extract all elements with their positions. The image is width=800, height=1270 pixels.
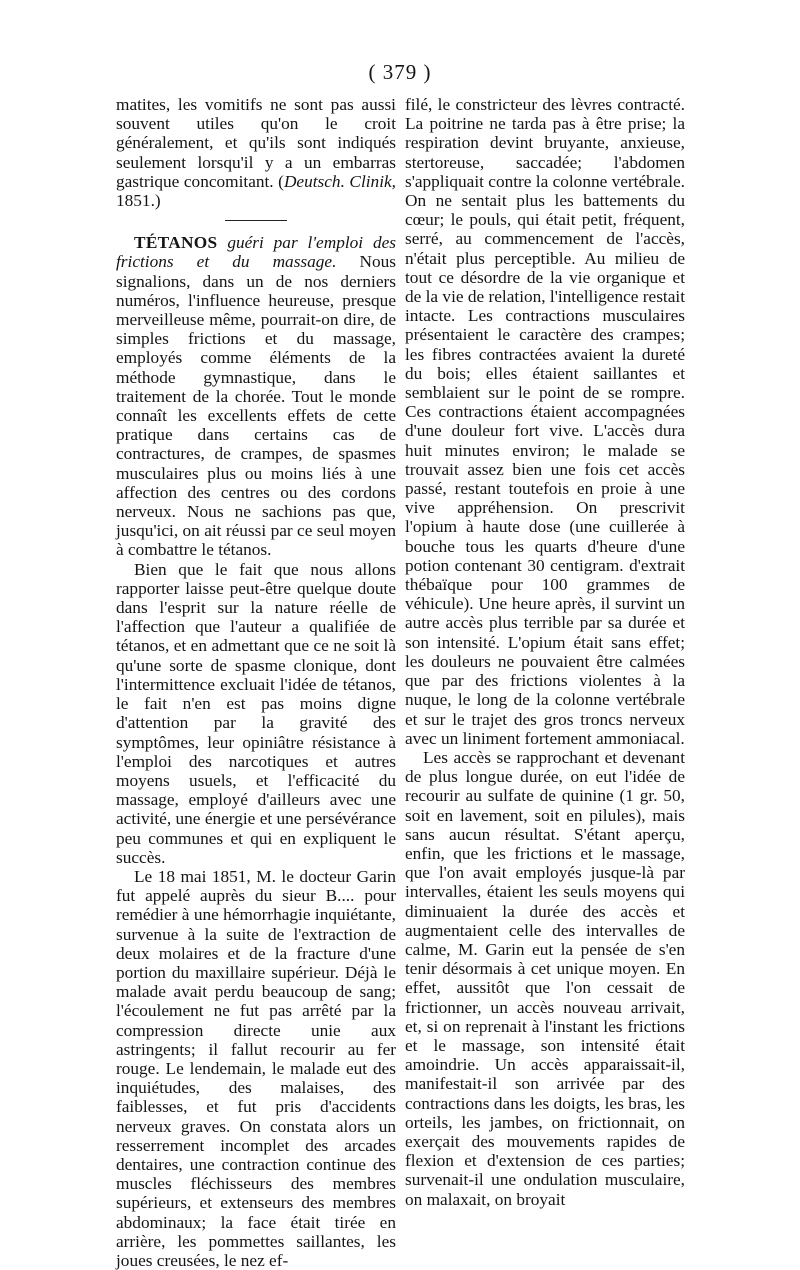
right-column <box>405 95 685 1209</box>
paragraph-tetanos-intro <box>116 233 396 559</box>
source-year: 1851.) <box>116 191 161 211</box>
section-divider <box>225 220 287 221</box>
paragraph-symptoms: filé, le constricteur des lèvres contracté. La poitrine ne tarda pas à être prise; la respiration devint bruyante, anxieuse, stertoreuse, saccadée; l'abdomen s'appliquait contre la colonne vertébrale. On ne sentait plus les battements du cœur; le pouls, qui était petit, fréquent, serré, au commencement de l'accès, n'était plus perceptible. Au milieu de tout ce désordre de la vie organique et de la vie de relation, l'intelligence restait intacte. Les contractions musculaires présentaient le caractère des crampes; les fibres contractées avaient la dureté du bois; elles étaient saillantes et semblaient sur le point de se rompre. Ces contractions étaient accompagnées d'une douleur fort vive. L'accès dura huit minutes environ; le malade se trouvait assez bien une fois cet accès passé, restant toutefois en proie à une vive appréhension. On prescrivit l'opium à haute dose (une cuillerée à bouche tous les quarts d'heure d'une potion contenant 30 centigram. d'extrait thébaïque pour 100 grammes de véhicule). Une heure après, il survint un autre accès plus terrible par sa durée et son intensité. L'opium était sans effet; les douleurs ne pouvaient être calmées que par des frictions violentes à la nuque, le long de la colonne vertébrale et sur le trajet des gros troncs nerveux avec un liniment fortement ammoniacal. <box>405 95 685 748</box>
paragraph-treatment: Les accès se rapprochant et devenant de plus longue durée, on eut l'idée de recourir au sulfate de quinine (1 gr. 50, soit en lavement, soit en pilules), mais sans aucun résultat. S'étant aperçu, enfin, que les frictions et le massage, que l'on avait employés jusque-là par intervalles, étaient les seuls moyens qui diminuaient la durée des accès et augmentaient celle des intervalles de calme, M. Garin eut la pensée de s'en tenir désormais à cet unique moyen. En effet, aussitôt que l'on cessait de frictionner, un accès nouveau arrivait, et, si on reprenait à l'instant les frictions et le massage, son intensité était amoindrie. Un accès apparaissait-il, manifestait-il son arrivée par des contractions dans les doigts, les bras, les orteils, les jambes, on frictionnait, on exerçait des mouvements rapides de flexion et d'extension de ces parties; survenait-il une ondulation musculaire, on malaxait, on broyait <box>405 747 685 1209</box>
left-column <box>116 95 396 1270</box>
paragraph-emetics-conclusion <box>116 95 396 210</box>
paragraph-text: Nous signalions, dans un de nos derniers numéros, l'influence heureuse, presque merveilleuse même, pourrait-on dire, de simples frictions et du massage, employés comme éléments de la méthode gymnastique, dans le traitement de la chorée. Tout le monde connaît les excellents effets de cette pratique dans certains cas de contractures, de crampes, de spasmes musculaires plus ou moins liés à une affection des centres ou des cordons nerveux. Nous ne sachions pas que, jusqu'ici, on ait réussi par ce seul moyen à combattre le tétanos. <box>116 252 396 560</box>
page-number: ( 379 ) <box>368 60 432 84</box>
source-citation: Deutsch. Clinik, <box>283 171 396 191</box>
article-title: TÉTANOS <box>134 233 218 253</box>
paragraph-case-history: Le 18 mai 1851, M. le docteur Garin fut appelé auprès du sieur B.... pour remédier à une hémorrhagie inquiétante, survenue à la suite de l'extraction de deux molaires et de la fracture d'une portion du maxillaire supérieur. Déjà le malade avait perdu beaucoup de sang; l'écoulement ne fut pas arrêté par la compression directe unie aux astringents; il fallut recourir au fer rouge. Le lendemain, le malade eut des inquiétudes, des malaises, des faiblesses, et fut pris d'accidents nerveux graves. On constata alors un resserrement incomplet des arcades dentaires, une contraction continue des muscles fléchisseurs des membres supérieurs, et extenseurs des membres abdominaux; la face était tirée en arrière, les pommettes saillantes, les joues creusées, le nez ef- <box>116 866 396 1270</box>
paragraph-case-doubt: Bien que le fait que nous allons rapporter laisse peut-être quelque doute dans l'esprit sur la nature réelle de l'affection que l'auteur a qualifiée de tétanos, et en admettant que ce ne soit là qu'une sorte de spasme clonique, dont l'intermittence excluait l'idée de tétanos, le fait n'en est pas moins digne d'attention par la gravité des symptômes, leur opiniâtre résistance à l'emploi des narcotiques et autres moyens usuels, et l'efficacité du massage, employé d'ailleurs avec une activité, une énergie et une persévérance peu communes et qui en expliquent le succès. <box>116 559 396 867</box>
paragraph-text: matites, les vomitifs ne sont pas aussi souvent utiles qu'on le croit généralement, et qu'ils sont indiqués seulement lorsqu'il y a un embarras gastrique concomitant. ( <box>116 95 396 191</box>
article-subtitle: guéri par l'emploi des frictions et du massage. <box>116 233 397 272</box>
